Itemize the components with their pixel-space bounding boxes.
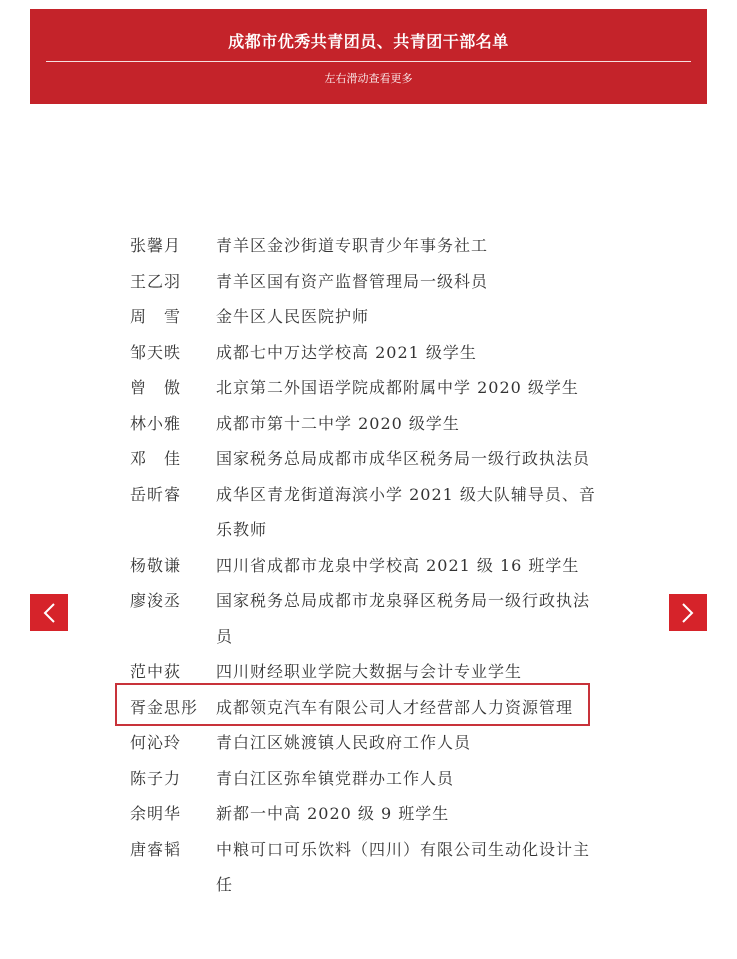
banner-divider xyxy=(46,61,691,62)
person-name: 何沁玲 xyxy=(130,733,182,752)
person-name: 廖浚丞 xyxy=(130,591,182,610)
person-description: 成华区青龙街道海滨小学 2021 级大队辅导员、音乐教师 xyxy=(216,484,596,539)
person-description: 四川财经职业学院大数据与会计专业学生 xyxy=(216,662,523,681)
list-row xyxy=(130,228,610,264)
person-description: 四川省成都市龙泉中学校高 2021 级 16 班学生 xyxy=(216,555,580,575)
person-description: 金牛区人民医院护师 xyxy=(216,307,370,326)
person-description: 青白江区姚渡镇人民政府工作人员 xyxy=(216,733,472,752)
person-name: 张馨月 xyxy=(130,236,182,255)
person-description: 新都一中高 2020 级 9 班学生 xyxy=(216,804,450,823)
list-row xyxy=(130,441,610,477)
person-name: 邓 佳 xyxy=(130,449,182,468)
highlight-frame xyxy=(115,683,590,726)
person-name: 王乙羽 xyxy=(130,271,182,291)
list-row xyxy=(130,477,610,548)
person-name: 邹天昳 xyxy=(130,342,182,362)
person-name: 杨敬谦 xyxy=(130,555,182,575)
person-description: 青羊区金沙街道专职青少年事务社工 xyxy=(216,236,489,255)
list-row xyxy=(130,832,610,903)
person-description: 成都七中万达学校高 2021 级学生 xyxy=(216,342,477,362)
person-description: 国家税务总局成都市成华区税务局一级行政执法员 xyxy=(216,449,591,468)
person-description: 中粮可口可乐饮料（四川）有限公司生动化设计主任 xyxy=(216,839,591,894)
person-description: 国家税务总局成都市龙泉驿区税务局一级行政执法员 xyxy=(216,591,591,646)
person-name: 曾 傲 xyxy=(130,378,182,397)
list-row xyxy=(130,264,610,300)
person-name: 林小雅 xyxy=(130,413,182,433)
name-list xyxy=(130,228,610,903)
person-name: 周 雪 xyxy=(130,307,182,326)
chevron-left-icon xyxy=(42,602,56,624)
person-description: 青白江区弥牟镇党群办工作人员 xyxy=(216,768,455,788)
person-name: 范中荻 xyxy=(130,662,182,681)
page-title: 成都市优秀共青团员、共青团干部名单 xyxy=(228,32,509,51)
person-description: 青羊区国有资产监督管理局一级科员 xyxy=(216,271,489,291)
list-row xyxy=(130,725,610,761)
list-row xyxy=(130,335,610,371)
next-slide-button[interactable] xyxy=(669,594,707,631)
list-row xyxy=(130,583,610,654)
person-name: 唐睿韬 xyxy=(130,839,182,859)
person-description: 成都领克汽车有限公司人才经营部人力资源管理 xyxy=(216,697,574,717)
header-banner xyxy=(30,9,707,104)
chevron-right-icon xyxy=(681,602,695,624)
person-name: 陈子力 xyxy=(130,768,182,788)
list-row xyxy=(130,370,610,406)
person-name: 岳昕睿 xyxy=(130,484,182,504)
list-row xyxy=(130,761,610,797)
person-name: 余明华 xyxy=(130,804,182,823)
list-row xyxy=(130,796,610,832)
list-row xyxy=(130,406,610,442)
prev-slide-button[interactable] xyxy=(30,594,68,631)
person-description: 北京第二外国语学院成都附属中学 2020 级学生 xyxy=(216,378,579,397)
person-description: 成都市第十二中学 2020 级学生 xyxy=(216,413,460,433)
list-row xyxy=(130,299,610,335)
scroll-hint: 左右滑动查看更多 xyxy=(324,72,413,85)
list-row xyxy=(130,548,610,584)
person-name: 胥金思彤 xyxy=(130,697,199,717)
